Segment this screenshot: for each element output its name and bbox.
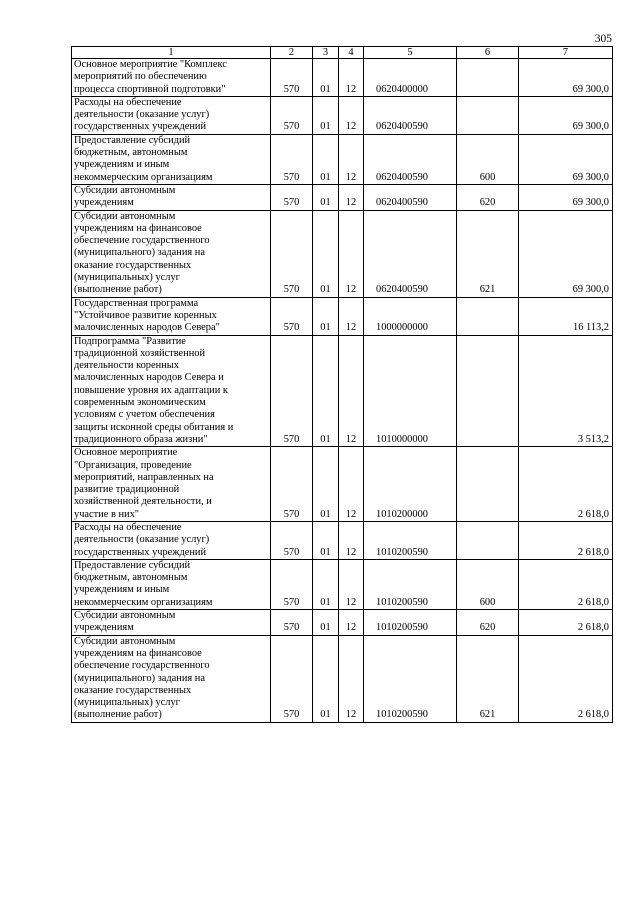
row-name-line: Основное мероприятие	[74, 447, 178, 459]
row-name-line: "Организация, проведение	[74, 459, 192, 471]
row-name-line: процесса спортивной подготовки"	[74, 83, 226, 95]
code-admin-cell: 570	[271, 96, 313, 134]
row-name-cell	[72, 184, 271, 210]
code-admin-cell: 570	[271, 134, 313, 184]
subsection-cell: 12	[339, 297, 364, 335]
row-name-cell	[72, 96, 271, 134]
target-article-cell: 0620400590	[364, 210, 457, 297]
row-name-line: хозяйственной деятельности, и	[74, 496, 212, 508]
target-article-cell: 1010000000	[364, 335, 457, 447]
section-cell: 01	[313, 635, 339, 722]
row-name-line: Государственная программа	[74, 297, 199, 309]
row-name-line: (выполнение работ)	[74, 284, 162, 296]
code-admin-cell: 570	[271, 521, 313, 559]
expense-type-cell: 621	[457, 635, 519, 722]
row-name-line: защиты исконной среды обитания и	[74, 421, 234, 433]
table-row	[72, 635, 613, 722]
section-cell: 01	[313, 610, 339, 636]
target-article-cell: 1010200590	[364, 559, 457, 609]
amount-cell: 69 300,0	[519, 96, 613, 134]
subsection-cell: 12	[339, 210, 364, 297]
subsection-cell: 12	[339, 521, 364, 559]
table-row	[72, 610, 613, 636]
target-article-cell: 0620400590	[364, 134, 457, 184]
row-name-line: учреждениям и иным	[74, 159, 170, 171]
row-name-cell	[72, 521, 271, 559]
row-name-cell	[72, 134, 271, 184]
row-name-line: некоммерческим организациям	[74, 596, 213, 608]
row-name-line: малочисленных народов Севера"	[74, 322, 220, 334]
row-name-line: Основное мероприятие "Комплекс	[74, 59, 227, 70]
column-header-2: 2	[271, 47, 313, 59]
section-cell: 01	[313, 59, 339, 97]
amount-cell: 2 618,0	[519, 521, 613, 559]
row-name-line: некоммерческим организациям	[74, 171, 213, 183]
column-header-6: 6	[457, 47, 519, 59]
row-name-line: (муниципального) задания на	[74, 247, 205, 259]
row-name-line: учреждениям на финансовое	[74, 222, 202, 234]
expense-type-cell: 600	[457, 559, 519, 609]
row-name-line: (муниципального) задания на	[74, 672, 205, 684]
expense-type-cell	[457, 447, 519, 522]
amount-cell: 2 618,0	[519, 635, 613, 722]
amount-cell: 16 113,2	[519, 297, 613, 335]
table-row	[72, 184, 613, 210]
code-admin-cell: 570	[271, 210, 313, 297]
row-name-cell	[72, 335, 271, 447]
row-name-line: Расходы на обеспечение	[74, 96, 182, 108]
section-cell: 01	[313, 184, 339, 210]
row-name-cell	[72, 59, 271, 97]
row-name-line: деятельности (оказание услуг)	[74, 534, 210, 546]
table-row	[72, 447, 613, 522]
code-admin-cell: 570	[271, 184, 313, 210]
row-name-cell	[72, 610, 271, 636]
row-name-cell	[72, 297, 271, 335]
row-name-line: обеспечение государственного	[74, 660, 210, 672]
row-name-line: (муниципальных) услуг	[74, 272, 180, 284]
table-row	[72, 297, 613, 335]
row-name-line: учреждениям и иным	[74, 584, 170, 596]
section-cell: 01	[313, 297, 339, 335]
column-header-5: 5	[364, 47, 457, 59]
column-header-3: 3	[313, 47, 339, 59]
table-row	[72, 59, 613, 97]
section-cell: 01	[313, 96, 339, 134]
row-name-line: (муниципальных) услуг	[74, 697, 180, 709]
subsection-cell: 12	[339, 635, 364, 722]
row-name-line: малочисленных народов Севера и	[74, 372, 224, 384]
subsection-cell: 12	[339, 559, 364, 609]
section-cell: 01	[313, 210, 339, 297]
row-name-cell	[72, 635, 271, 722]
amount-cell: 69 300,0	[519, 59, 613, 97]
expense-type-cell: 600	[457, 134, 519, 184]
target-article-cell: 1010200590	[364, 610, 457, 636]
row-name-line: условиям с учетом обеспечения	[74, 409, 215, 421]
row-name-line: оказание государственных	[74, 259, 192, 271]
row-name-line: деятельности коренных	[74, 360, 179, 372]
subsection-cell: 12	[339, 335, 364, 447]
subsection-cell: 12	[339, 447, 364, 522]
amount-cell: 69 300,0	[519, 134, 613, 184]
code-admin-cell: 570	[271, 635, 313, 722]
expense-type-cell	[457, 59, 519, 97]
subsection-cell: 12	[339, 59, 364, 97]
row-name-line: "Устойчивое развитие коренных	[74, 309, 217, 321]
target-article-cell: 1000000000	[364, 297, 457, 335]
table-row	[72, 96, 613, 134]
row-name-line: Субсидии автономным	[74, 210, 176, 222]
row-name-line: учреждениям	[74, 197, 134, 209]
table-row	[72, 521, 613, 559]
expense-type-cell: 620	[457, 610, 519, 636]
section-cell: 01	[313, 447, 339, 522]
row-name-line: традиционной хозяйственной	[74, 347, 206, 359]
row-name-line: Субсидии автономным	[74, 610, 176, 622]
section-cell: 01	[313, 134, 339, 184]
amount-cell: 69 300,0	[519, 210, 613, 297]
expense-type-cell: 620	[457, 184, 519, 210]
row-name-line: Подпрограмма "Развитие	[74, 335, 186, 347]
target-article-cell: 0620400590	[364, 184, 457, 210]
table-row	[72, 559, 613, 609]
expense-type-cell: 621	[457, 210, 519, 297]
target-article-cell: 0620400590	[364, 96, 457, 134]
amount-cell: 2 618,0	[519, 559, 613, 609]
column-header-7: 7	[519, 47, 613, 59]
row-name-line: государственных учреждений	[74, 121, 207, 133]
table-row	[72, 335, 613, 447]
code-admin-cell: 570	[271, 559, 313, 609]
amount-cell: 69 300,0	[519, 184, 613, 210]
target-article-cell: 1010200590	[364, 521, 457, 559]
subsection-cell: 12	[339, 134, 364, 184]
subsection-cell: 12	[339, 96, 364, 134]
row-name-line: учреждениям на финансовое	[74, 647, 202, 659]
section-cell: 01	[313, 521, 339, 559]
code-admin-cell: 570	[271, 297, 313, 335]
expense-type-cell	[457, 335, 519, 447]
row-name-line: Расходы на обеспечение	[74, 521, 182, 533]
code-admin-cell: 570	[271, 59, 313, 97]
row-name-line: Субсидии автономным	[74, 635, 176, 647]
row-name-line: Субсидии автономным	[74, 184, 176, 196]
amount-cell: 2 618,0	[519, 610, 613, 636]
table-header-row	[72, 47, 613, 59]
target-article-cell: 0620400000	[364, 59, 457, 97]
code-admin-cell: 570	[271, 335, 313, 447]
row-name-line: мероприятий, направленных на	[74, 471, 214, 483]
subsection-cell: 12	[339, 184, 364, 210]
expense-type-cell	[457, 96, 519, 134]
row-name-line: Предоставление субсидий	[74, 559, 191, 571]
row-name-line: развитие традиционной	[74, 484, 180, 496]
row-name-line: деятельности (оказание услуг)	[74, 109, 210, 121]
table-row	[72, 134, 613, 184]
column-header-4: 4	[339, 47, 364, 59]
budget-table-body	[72, 47, 613, 723]
subsection-cell: 12	[339, 610, 364, 636]
row-name-line: бюджетным, автономным	[74, 572, 188, 584]
row-name-line: современным экономическим	[74, 397, 206, 409]
row-name-line: оказание государственных	[74, 684, 192, 696]
section-cell: 01	[313, 559, 339, 609]
target-article-cell: 1010200590	[364, 635, 457, 722]
row-name-line: бюджетным, автономным	[74, 147, 188, 159]
column-header-1: 1	[72, 47, 271, 59]
expense-type-cell	[457, 521, 519, 559]
row-name-line: повышение уровня их адаптации к	[74, 384, 228, 396]
section-cell: 01	[313, 335, 339, 447]
table-row	[72, 210, 613, 297]
row-name-line: традиционного образа жизни"	[74, 433, 208, 445]
amount-cell: 3 513,2	[519, 335, 613, 447]
row-name-line: мероприятий по обеспечению	[74, 71, 207, 83]
row-name-line: (выполнение работ)	[74, 709, 162, 721]
target-article-cell: 1010200000	[364, 447, 457, 522]
row-name-line: учреждениям	[74, 622, 134, 634]
row-name-line: обеспечение государственного	[74, 235, 210, 247]
code-admin-cell: 570	[271, 610, 313, 636]
code-admin-cell: 570	[271, 447, 313, 522]
row-name-line: участие в них"	[74, 508, 140, 520]
row-name-cell	[72, 559, 271, 609]
expense-type-cell	[457, 297, 519, 335]
amount-cell: 2 618,0	[519, 447, 613, 522]
page-number: 305	[594, 33, 612, 45]
row-name-line: Предоставление субсидий	[74, 134, 191, 146]
budget-table	[71, 46, 613, 723]
row-name-cell	[72, 210, 271, 297]
row-name-line: государственных учреждений	[74, 546, 207, 558]
row-name-cell	[72, 447, 271, 522]
